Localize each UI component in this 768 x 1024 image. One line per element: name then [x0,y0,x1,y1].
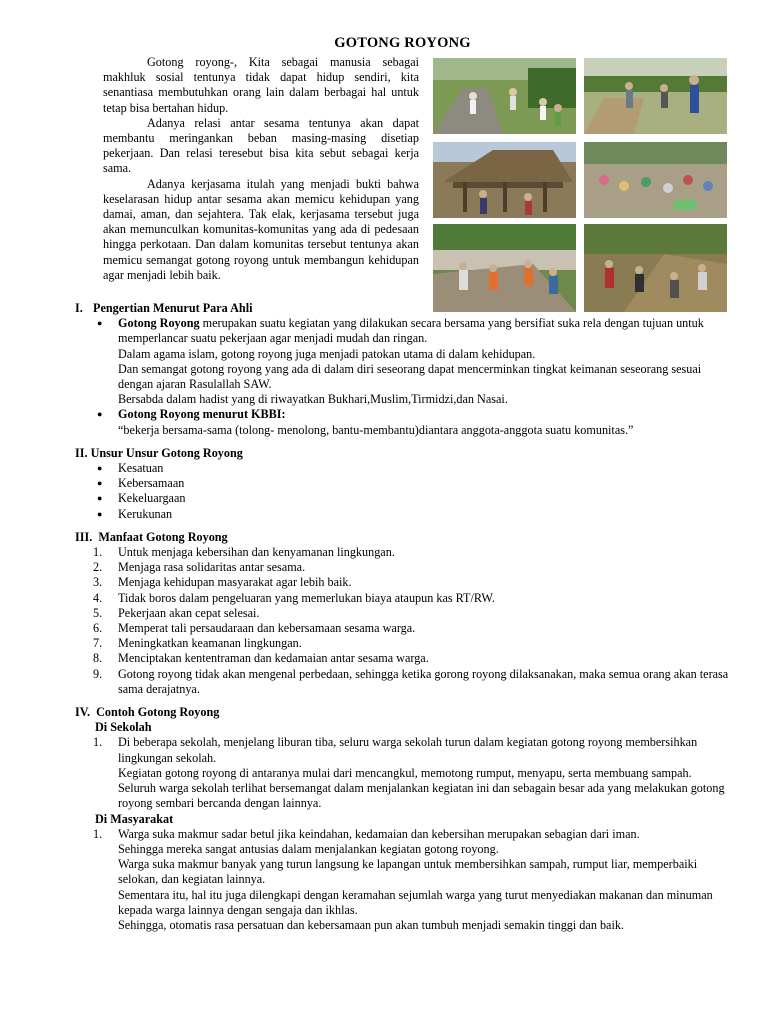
definition-list [75,316,735,346]
example-detail: Sementara itu, hal itu juga dilengkapi dengan keramahan sejumlah warga yang turut menyediakan makanan dan minuman kepada warga lainnya dengan sengaja dan ikhlas. [118,887,713,917]
intro-paragraph: Gotong royong-, Kita sebagai manusia sebagai makhluk sosial tentunya tidak dapat hidup sendiri, kita senantiasa membutuhkan orang lain dalam berbagai hal untuk tetap bisa bertahan hidup. [103,55,419,115]
photo-building-construction [433,142,576,218]
intro-text [103,55,419,283]
list-item: 1. Di beberapa sekolah, menjelang liburan tiba, seluru warga sekolah turun dalam kegiatan gotong royong membersihkan lingkungan sekolah. [93,735,698,765]
section-title: Contoh Gotong Royong [96,705,220,720]
main-content [75,301,735,933]
example-detail: Seluruh warga sekolah terlihat bersemangat dalam menjalankan kegiatan ini dan sebagain besar ada yang melakukan gotong royong sembari bercanda dengan lainnya. [118,781,725,811]
section-number: II. [75,445,88,460]
list-item: 6. Memperat tali persaudaraan dan kebersamaan sesama warga. [93,621,416,636]
intro-paragraph: Adanya relasi antar sesama tentunya akan dapat membantu meringankan beban masing-masing disetiap pekerjaan. Dan relasi teresebut bisa kita sebut sebagai kerja sama. [103,115,419,176]
list-item: ● Kekeluargaan [97,491,186,506]
photo-field-work [584,58,727,134]
definition-detail: Dan semangat gotong royong yang ada di dalam diri seseorang dapat mencerminkan tingkat keimanan seseorang sesuai dengan ajaran Rasulallah SAW. [118,361,702,392]
kbbi-quote: “bekerja bersama-sama (tolong- menolong, bantu-membantu)diantara anggota-anggota suatu komunitas.” [118,422,634,437]
list-item: 7. Meningkatkan keamanan lingkungan. [93,636,302,651]
list-item: 2. Menjaga rasa solidaritas antar sesama. [93,560,306,575]
subsection-title: Di Masyarakat [95,811,174,826]
intro-paragraph: Adanya kerjasama itulah yang menjadi bukti bahwa keselarasan hidup antar sesama akan memicu kehidupan yang damai, aman, dan sejahtera. Tak elak, kerjasama tersebut juga akan memunculkan komunitas-komunitas yang ada di pedesaan hingga perkotaan. Dan dalam komunitas tersebut tentunya akan memicu semangat gotong royong untuk membangun kehidupan agar menjadi lebih baik. [103,176,419,282]
definition-detail: Dalam agama islam, gotong royong juga menjadi patokan utama di dalam kehidupan. [118,346,536,361]
term: Gotong Royong [118,316,200,331]
example-detail: Warga suka makmur banyak yang turun langsung ke lapangan untuk membersihkan sampah, rumput liar, memperbaiki selokan, dan kegiatan lainnya. [118,857,698,887]
definition-list [75,407,735,422]
list-item: ● Kebersamaan [97,476,185,491]
subsection-title: Di Sekolah [95,720,152,735]
section-heading-4 [75,705,735,720]
list-item [75,316,735,346]
definition-text: merupakan suatu kegiatan yang dilakukan secara bersama yang bersifiat suka rela dengan tujuan untuk memperlancar suatu pekerjaan agar menjadi mudah dan ringan. [118,316,704,346]
list-item: 1. Untuk menjaga kebersihan dan kenyamanan lingkungan. [93,545,395,560]
list-item: 9. Gotong royong tidak akan mengenal perbedaan, sehingga ketika gorong royong dilaksanakan, maka semua orang akan terasa sama derajatnya. [93,666,729,696]
bullet-icon: ● [97,493,103,504]
list-item: 5. Pekerjaan akan cepat selesai. [93,605,260,620]
list-item: 3. Menjaga kehidupan masyarakat agar lebih baik. [93,575,352,590]
photo-road-cleanup [433,58,576,134]
benefit-list [75,545,735,697]
bullet-icon: ● [97,318,103,329]
bullet-icon: ● [97,463,103,474]
list-item: 1. Warga suka makmur sadar betul jika keindahan, kedamaian dan kebersihan merupakan sebagian dari iman. [93,826,640,841]
bullet-icon: ● [97,409,103,420]
section-heading-2 [75,446,735,461]
list-item: 4. Tidak boros dalam pengeluaran yang memerlukan biaya ataupun kas RT/RW. [93,590,495,605]
photo-village-gathering [584,142,727,218]
photo-ditch-digging [584,224,727,312]
element-list [75,461,735,522]
section-title: Unsur Unsur Gotong Royong [90,445,243,460]
photo-drain-cleaning [433,224,576,312]
section-title: Manfaat Gotong Royong [98,529,228,544]
list-item: 8. Menciptakan kententraman dan kedamaian antar sesama warga. [93,651,429,666]
example-list [75,827,735,842]
list-item: ● Kerukunan [97,506,173,521]
bullet-icon: ● [97,508,103,519]
section-number: IV. [75,705,91,720]
definition-detail: Bersabda dalam hadist yang di riwayatkan Bukhari,Muslim,Tirmidzi,dan Nasai. [118,392,508,407]
example-detail: Sehingga mereka sangat antusias dalam menjalankan kegiatan gotong royong. [118,841,499,856]
section-heading-1 [75,301,735,316]
example-detail: Kegiatan gotong royong di antaranya mulai dari mencangkul, memotong rumput, menyapu, serta membuang sampah. [118,765,692,780]
section-title: Pengertian Menurut Para Ahli [93,301,253,315]
section-heading-3 [75,530,735,545]
term: Gotong Royong menurut KBBI: [118,407,286,422]
example-detail: Sehingga, otomatis rasa persatuan dan kebersamaan pun akan tumbuh menjadi semakin tinggi dan baik. [118,917,624,932]
list-item: ● Kesatuan [97,461,164,476]
page-title: GOTONG ROYONG [334,35,471,51]
bullet-icon: ● [97,478,103,489]
example-list [75,735,735,765]
section-number: I. [75,301,83,315]
list-item [75,407,735,422]
photo-collage [433,58,727,312]
section-number: III. [75,529,93,544]
